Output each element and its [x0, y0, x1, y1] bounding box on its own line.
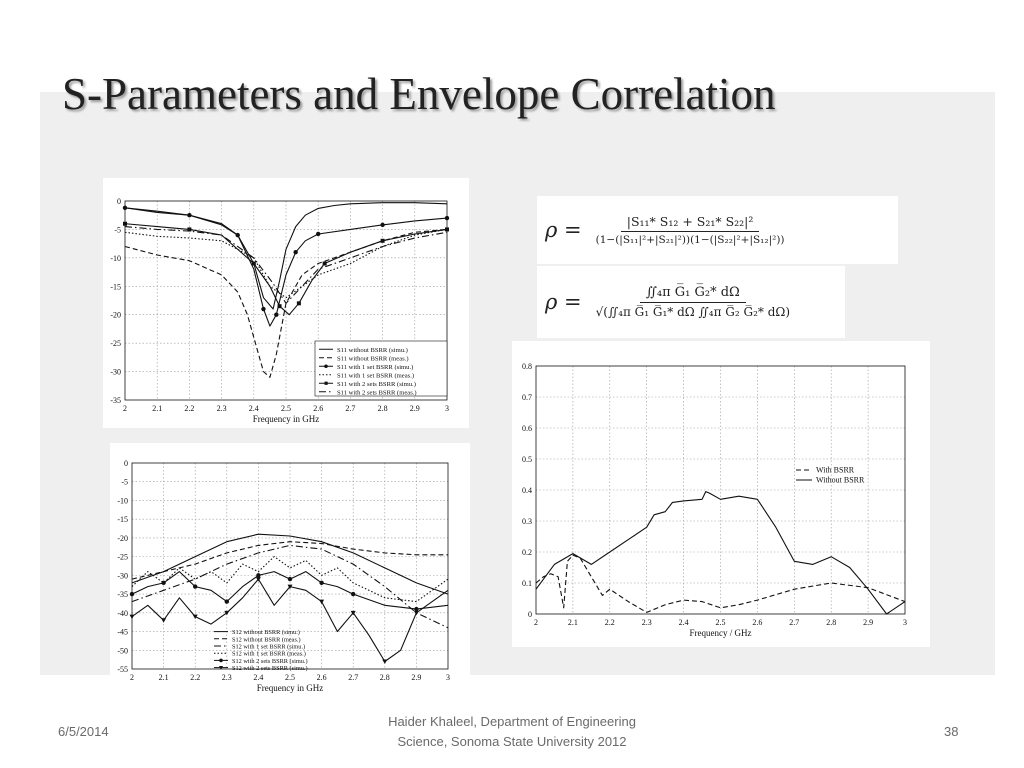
data-point	[414, 611, 419, 616]
footer-author-line-1: Haider Khaleel, Department of Engineering	[388, 714, 636, 729]
x-tick-label: 2.8	[377, 404, 388, 413]
y-tick-label: -5	[114, 225, 121, 235]
x-tick-label: 2.9	[409, 404, 420, 413]
legend-label: S12 without BSRR (meas.)	[232, 636, 301, 644]
x-tick-label: 2.7	[789, 618, 800, 627]
data-point	[445, 227, 449, 231]
formula-rho: ρ =	[545, 290, 582, 314]
x-tick-label: 2.6	[316, 673, 327, 682]
legend-label: S11 with 2 sets BSRR (meas.)	[337, 389, 417, 397]
formula-s-parameter-ecc	[537, 196, 898, 264]
legend-label: S11 with 2 sets BSRR (simu.)	[337, 380, 416, 388]
legend-marker	[219, 659, 223, 663]
footer-page-number: 38	[944, 724, 959, 739]
y-tick-label: -20	[110, 310, 121, 320]
data-point	[382, 660, 387, 665]
y-tick-label: 0.7	[522, 393, 532, 402]
legend-marker	[324, 364, 328, 368]
formula-rho: ρ =	[545, 218, 582, 242]
data-point	[381, 239, 385, 243]
x-tick-label: 2.3	[221, 673, 232, 682]
y-tick-label: 0.8	[522, 362, 532, 371]
y-tick-label: -30	[110, 367, 121, 377]
data-point	[380, 223, 384, 227]
data-point	[445, 216, 449, 220]
x-tick-label: 3	[445, 404, 449, 413]
x-tick-label: 2.1	[152, 404, 163, 413]
y-tick-label: -50	[117, 646, 128, 656]
data-point	[319, 600, 324, 605]
data-point	[297, 301, 301, 305]
y-tick-label: 0.4	[522, 486, 532, 495]
y-tick-label: 0	[528, 610, 532, 619]
legend-label: S12 with 2 sets BSRR (simu.)	[232, 665, 308, 673]
x-axis-label: Frequency in GHz	[252, 414, 320, 424]
y-tick-label: -45	[117, 627, 128, 637]
data-point	[288, 577, 292, 581]
ecc-chart-figure	[512, 341, 930, 647]
formula-fraction	[590, 214, 791, 246]
x-tick-label: 2.4	[253, 673, 264, 682]
ecc-chart	[512, 341, 930, 647]
x-tick-label: 2.8	[379, 673, 390, 682]
x-tick-label: 2.9	[411, 673, 422, 682]
data-point	[319, 581, 323, 585]
legend-label: S11 with 1 set BSRR (simu.)	[337, 363, 414, 371]
data-point	[225, 599, 229, 603]
x-tick-label: 2.1	[567, 618, 578, 627]
data-point	[161, 581, 165, 585]
x-tick-label: 2.5	[715, 618, 726, 627]
formula-fraction	[590, 285, 796, 319]
data-point	[316, 232, 320, 236]
x-tick-label: 2.3	[641, 618, 652, 627]
data-point	[193, 584, 197, 588]
x-axis-label: Frequency / GHz	[689, 628, 752, 638]
y-tick-label: -25	[117, 552, 128, 562]
footer-author-line-2: Science, Sonoma State University 2012	[397, 734, 627, 749]
x-axis-label: Frequency in GHz	[256, 683, 324, 693]
data-point	[293, 250, 297, 254]
x-tick-label: 3	[903, 618, 907, 627]
x-tick-label: 2	[130, 673, 134, 682]
formula-numerator: |S₁₁* S₁₂ + S₂₁* S₂₂|²	[621, 214, 760, 232]
footer-date: 6/5/2014	[58, 724, 109, 739]
y-tick-label: 0.2	[522, 548, 532, 557]
x-tick-label: 2.9	[863, 618, 874, 627]
data-point	[193, 615, 198, 620]
x-tick-label: 2.4	[248, 404, 259, 413]
s12-chart-figure	[110, 443, 470, 695]
data-point	[252, 262, 256, 266]
data-point	[261, 307, 265, 311]
data-point	[123, 222, 127, 226]
x-tick-label: 2.5	[281, 404, 291, 413]
y-tick-label: 0.5	[522, 455, 532, 464]
data-point	[130, 615, 135, 620]
x-tick-label: 2.6	[313, 404, 324, 413]
s12-chart	[110, 443, 470, 695]
x-tick-label: 2.2	[190, 673, 201, 682]
x-tick-label: 2.5	[285, 673, 295, 682]
x-tick-label: 2	[123, 404, 127, 413]
footer-author	[342, 712, 682, 752]
data-point	[187, 213, 191, 217]
legend-label: Without BSRR	[816, 475, 865, 485]
legend-label: With BSRR	[816, 465, 855, 475]
y-tick-label: 0.3	[522, 517, 532, 526]
x-tick-label: 2.6	[752, 618, 763, 627]
data-point	[123, 206, 127, 210]
x-tick-label: 2.2	[604, 618, 615, 627]
y-tick-label: -20	[117, 533, 128, 543]
data-point	[351, 592, 355, 596]
data-point	[274, 313, 278, 317]
y-tick-label: -35	[117, 590, 128, 600]
x-tick-label: 2.3	[216, 404, 227, 413]
x-tick-label: 2	[534, 618, 538, 627]
y-tick-label: -15	[117, 515, 128, 525]
data-point	[278, 304, 282, 308]
formula-denominator: √(∬₄π G̅₁ G̅₁* dΩ ∬₄π G̅₂ G̅₂* dΩ)	[595, 305, 791, 319]
data-point	[256, 573, 260, 577]
x-tick-label: 2.1	[158, 673, 169, 682]
y-tick-label: -55	[117, 665, 128, 674]
s11-chart-figure	[103, 178, 469, 428]
y-tick-label: 0	[117, 197, 121, 206]
y-tick-label: -10	[117, 496, 128, 506]
data-point	[130, 592, 134, 596]
y-tick-label: 0.1	[522, 579, 532, 588]
x-tick-label: 2.7	[348, 673, 359, 682]
y-tick-label: -30	[117, 571, 128, 581]
y-tick-label: -5	[121, 477, 128, 487]
x-tick-label: 2.4	[678, 618, 689, 627]
y-tick-label: 0	[124, 459, 128, 468]
legend-label: S11 without BSRR (meas.)	[337, 355, 409, 363]
formula-radiation-pattern-ecc	[537, 266, 845, 338]
x-tick-label: 3	[446, 673, 450, 682]
y-tick-label: -15	[110, 282, 121, 292]
formula-denominator: (1−(|S₁₁|²+|S₂₁|²))(1−(|S₂₂|²+|S₁₂|²))	[595, 234, 785, 246]
legend-label: S11 with 1 set BSRR (meas.)	[337, 372, 415, 380]
x-tick-label: 2.8	[826, 618, 837, 627]
y-tick-label: -40	[117, 608, 128, 618]
y-tick-label: 0.6	[522, 424, 532, 433]
data-point	[323, 262, 327, 266]
legend-label: S11 without BSRR (simu.)	[337, 346, 408, 354]
data-point	[236, 233, 240, 237]
data-point	[161, 618, 166, 623]
y-tick-label: -10	[110, 253, 121, 263]
legend-label: S12 with 1 set BSRR (meas.)	[232, 650, 306, 658]
formula-numerator: ∬₄π G̅₁ G̅₂* dΩ	[640, 285, 746, 303]
slide-title: S-Parameters and Envelope Correlation	[62, 69, 776, 119]
x-tick-label: 2.7	[345, 404, 356, 413]
legend-marker	[325, 382, 328, 385]
data-point	[414, 607, 418, 611]
x-tick-label: 2.2	[184, 404, 195, 413]
y-tick-label: -35	[110, 396, 121, 405]
legend-label: S12 with 2 sets BSRR (simu.)	[232, 657, 308, 665]
s11-chart	[103, 178, 469, 428]
y-tick-label: -25	[110, 339, 121, 349]
legend-label: S12 without BSRR (simu.)	[232, 629, 300, 637]
legend-label: S12 with 1 set BSRR (simu.)	[232, 643, 306, 651]
